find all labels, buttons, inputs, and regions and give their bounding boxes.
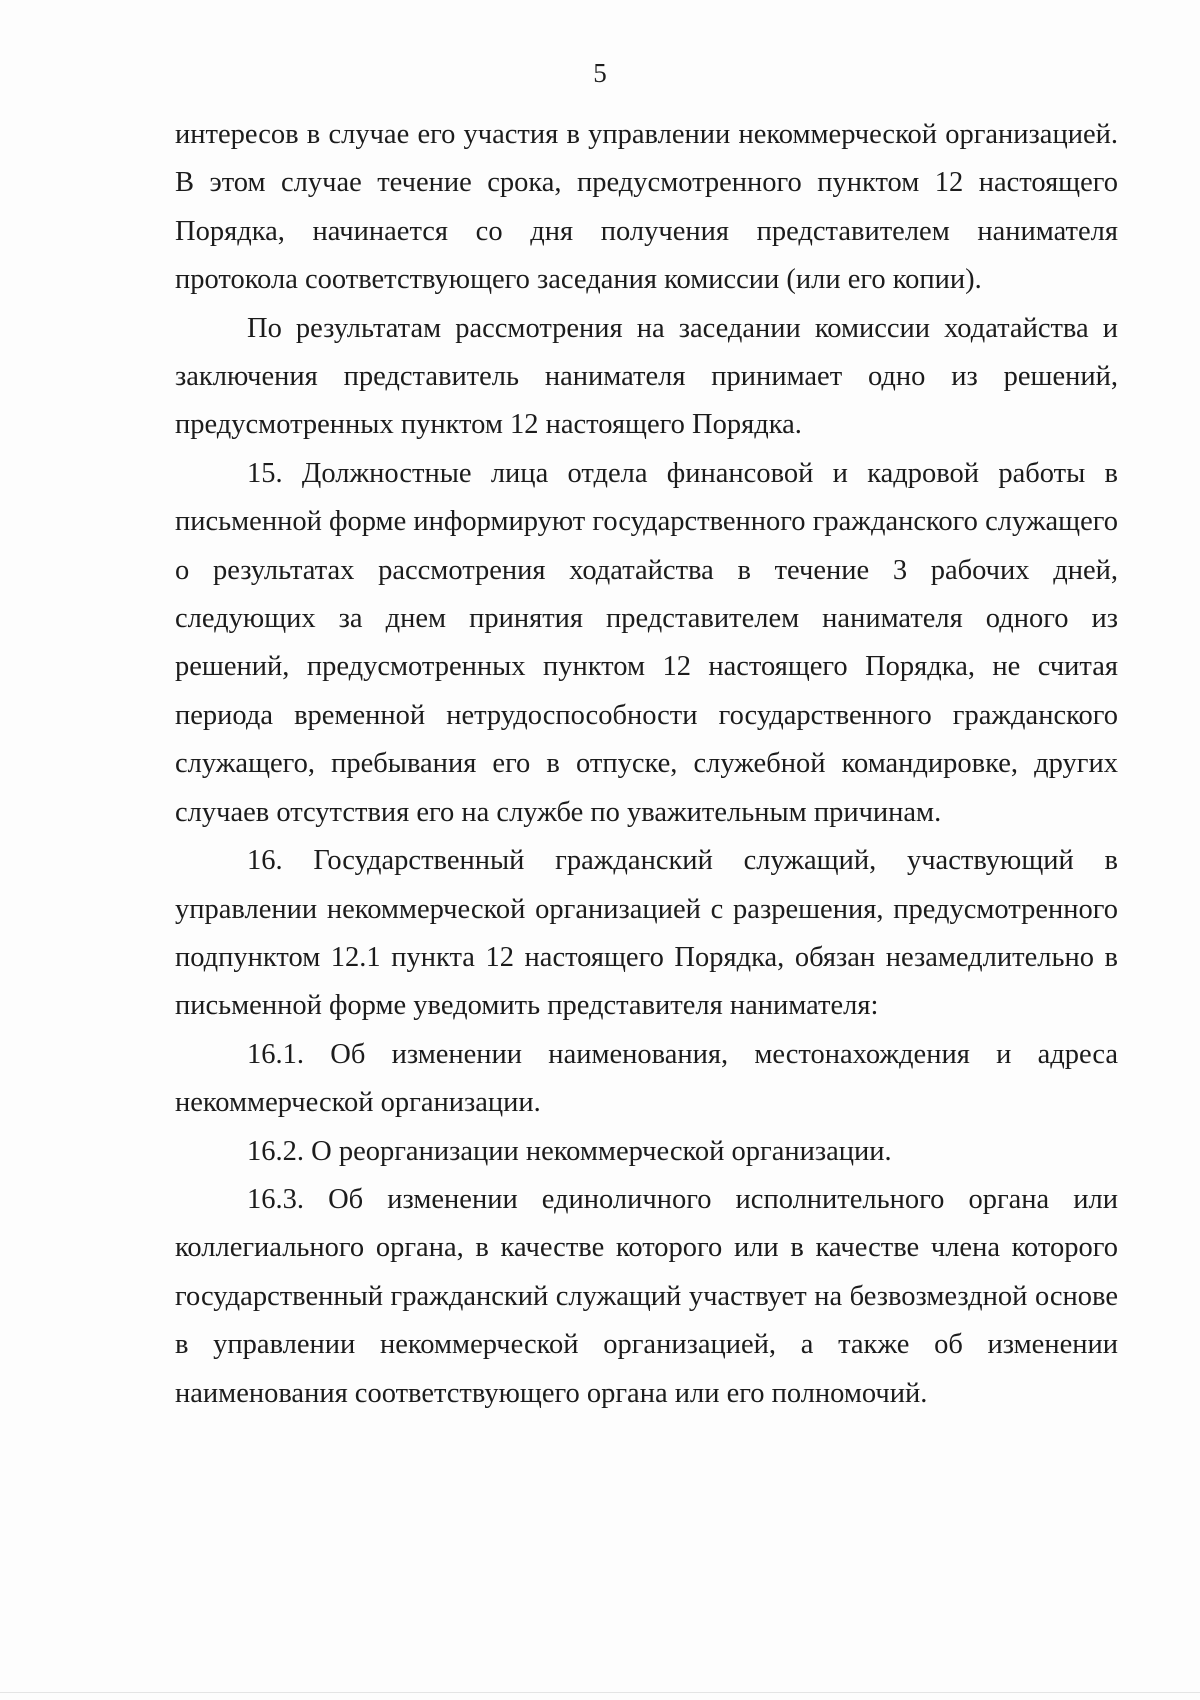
- paragraph-continuation: интересов в случае его участия в управлении некоммерческой организацией. В этом случае течение срока, предусмотренного пунктом 12 настоящего Порядка, начинается со дня получения представителем нанимателя протокола соответствующего заседания комиссии (или его копии).: [175, 119, 1118, 296]
- document-body: [175, 111, 1118, 1418]
- paragraph-item-16-2: 16.2. О реорганизации некоммерческой организации.: [247, 1135, 892, 1167]
- paragraph-item-16: 16. Государственный гражданский служащий, участвующий в управлении некоммерческой организацией с разрешения, предусмотренного подпунктом 12.1 пункта 12 настоящего Порядка, обязан незамедлительно в письменной форме уведомить представителя нанимателя:: [175, 845, 1118, 1022]
- paragraph-item-16-3: 16.3. Об изменении единоличного исполнительного органа или коллегиального органа, в качестве которого или в качестве члена которого государственный гражданский служащий участвует на безвозмездной основе в управлении некоммерческой организацией, а также об изменении наименования соответствующего органа или его полномочий.: [175, 1183, 1118, 1409]
- paragraph-item-15: 15. Должностные лица отдела финансовой и кадровой работы в письменной форме информируют государственного гражданского служащего о результатах рассмотрения ходатайства в течение 3 рабочих дней, следующих за днем принятия представителем нанимателя одного из решений, предусмотренных пунктом 12 настоящего Порядка, не считая периода временной нетрудоспособности государственного гражданского служащего, пребывания его в отпуске, служебной командировке, других случаев отсутствия его на службе по уважительным причинам.: [175, 457, 1118, 828]
- page-number: 5: [593, 58, 607, 88]
- scan-edge-line: [0, 1692, 1200, 1693]
- paragraph-results: По результатам рассмотрения на заседании комиссии ходатайства и заключения представитель нанимателя принимает одно из решений, предусмотренных пунктом 12 настоящего Порядка.: [175, 312, 1118, 441]
- paragraph-item-16-1: 16.1. Об изменении наименования, местонахождения и адреса некоммерческой организации.: [175, 1038, 1118, 1119]
